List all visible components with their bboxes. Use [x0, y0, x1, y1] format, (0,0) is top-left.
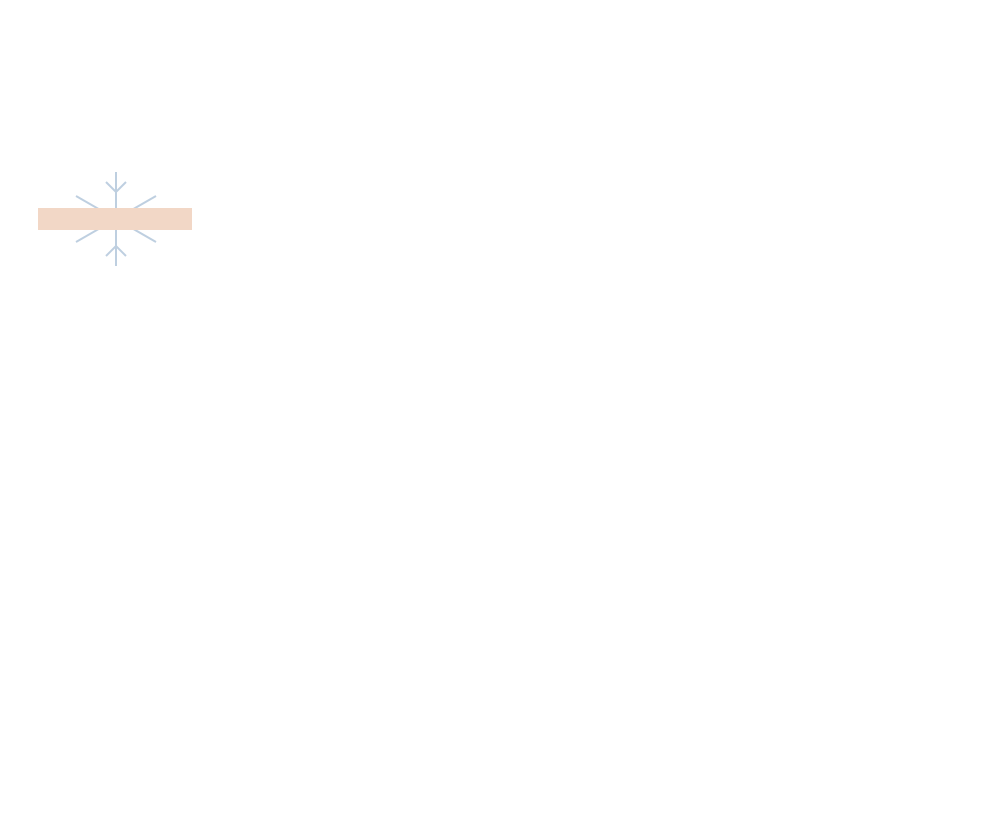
snowpilot-logo: [38, 172, 192, 266]
logo-band: [38, 208, 192, 230]
